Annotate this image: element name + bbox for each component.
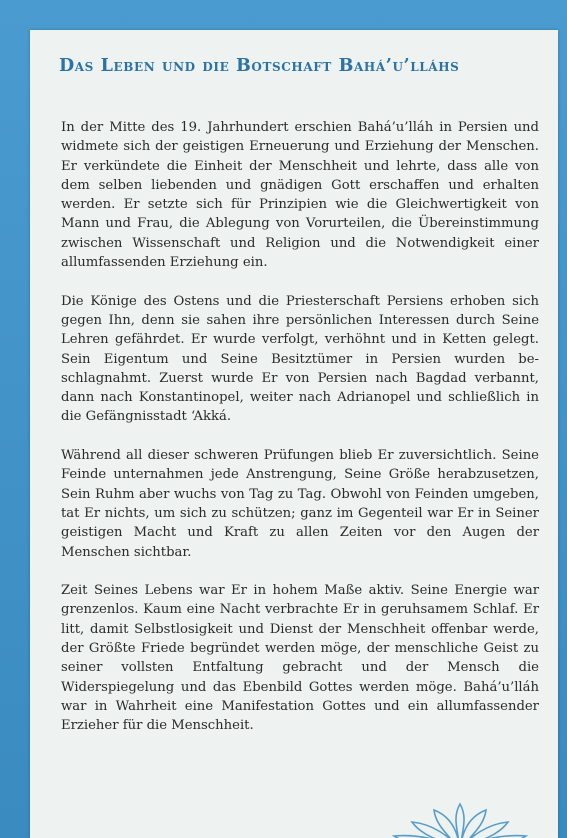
paragraph: Zeit Seines Lebens war Er in hohem Maße aktiv. Seine Energie war grenzenlos. Kaum eine Nacht verbrachte Er in geruhsamem Schlaf. Er litt, damit Selbstlosigkeit und Dienst der Menschheit offenbar werde, der Größte Friede begründet werden möge, der menschliche Geist zu seiner vollsten Entfaltung gebracht und der Mensch die Widerspiegelung und das Ebenbild Gottes werden möge. Bahá’u’lláh war in Wahrheit eine Manifestation Gottes und ein allumfassender Erzieher für die Menschheit. <box>61 583 539 734</box>
page-title: Das Leben und die Botschaft Bahá’u’lláhs <box>59 56 460 76</box>
lotus-ornament-icon <box>370 790 550 838</box>
paragraph: In der Mitte des 19. Jahrhundert erschien Bahá’u’lláh in Persien und widmete sich der geistigen Erneuerung und Erziehung der Menschen. Er verkündete die Einheit der Menschheit und lehrte, dass alle von dem selben liebenden und gnädigen Gott erschaffen und erhalten werden. Er setzte sich für Prinzipien wie die Gleichwertigkeit von Mann und Frau, die Ablegung von Vorurteilen, die Übereinstimmung zwischen Wissenschaft und Religion und die Notwendigkeit einer allumfassenden Erziehung ein. <box>61 120 539 271</box>
paragraph: Die Könige des Ostens und die Priesterschaft Persiens erhoben sich gegen Ihn, denn sie sahen ihre persönlichen Interessen durch Seine Lehren gefährdet. Er wurde verfolgt, verhöhnt und in Ketten gelegt. Sein Eigentum und Seine Besitztümer in Persien wurden beschlagnahmt. Zuerst wurde Er von Persien nach Bagdad verbannt, dann nach Konstantinopel, weiter nach Adrianopel und schließlich in die Gefängnisstadt ‘Akká. <box>61 293 539 425</box>
text-card <box>30 30 558 838</box>
body-text <box>61 118 539 755</box>
paragraph: Während all dieser schweren Prüfungen blieb Er zuversichtlich. Seine Feinde unternahmen jede Anstrengung, Seine Größe herabzusetzen, Sein Ruhm aber wuchs von Tag zu Tag. Obwohl von Feinden umgeben, tat Er nichts, um sich zu schützen; ganz im Gegenteil war Er in Seiner geistigen Macht und Kraft zu allen Zeiten vor den Augen der Menschen sichtbar. <box>61 448 539 560</box>
